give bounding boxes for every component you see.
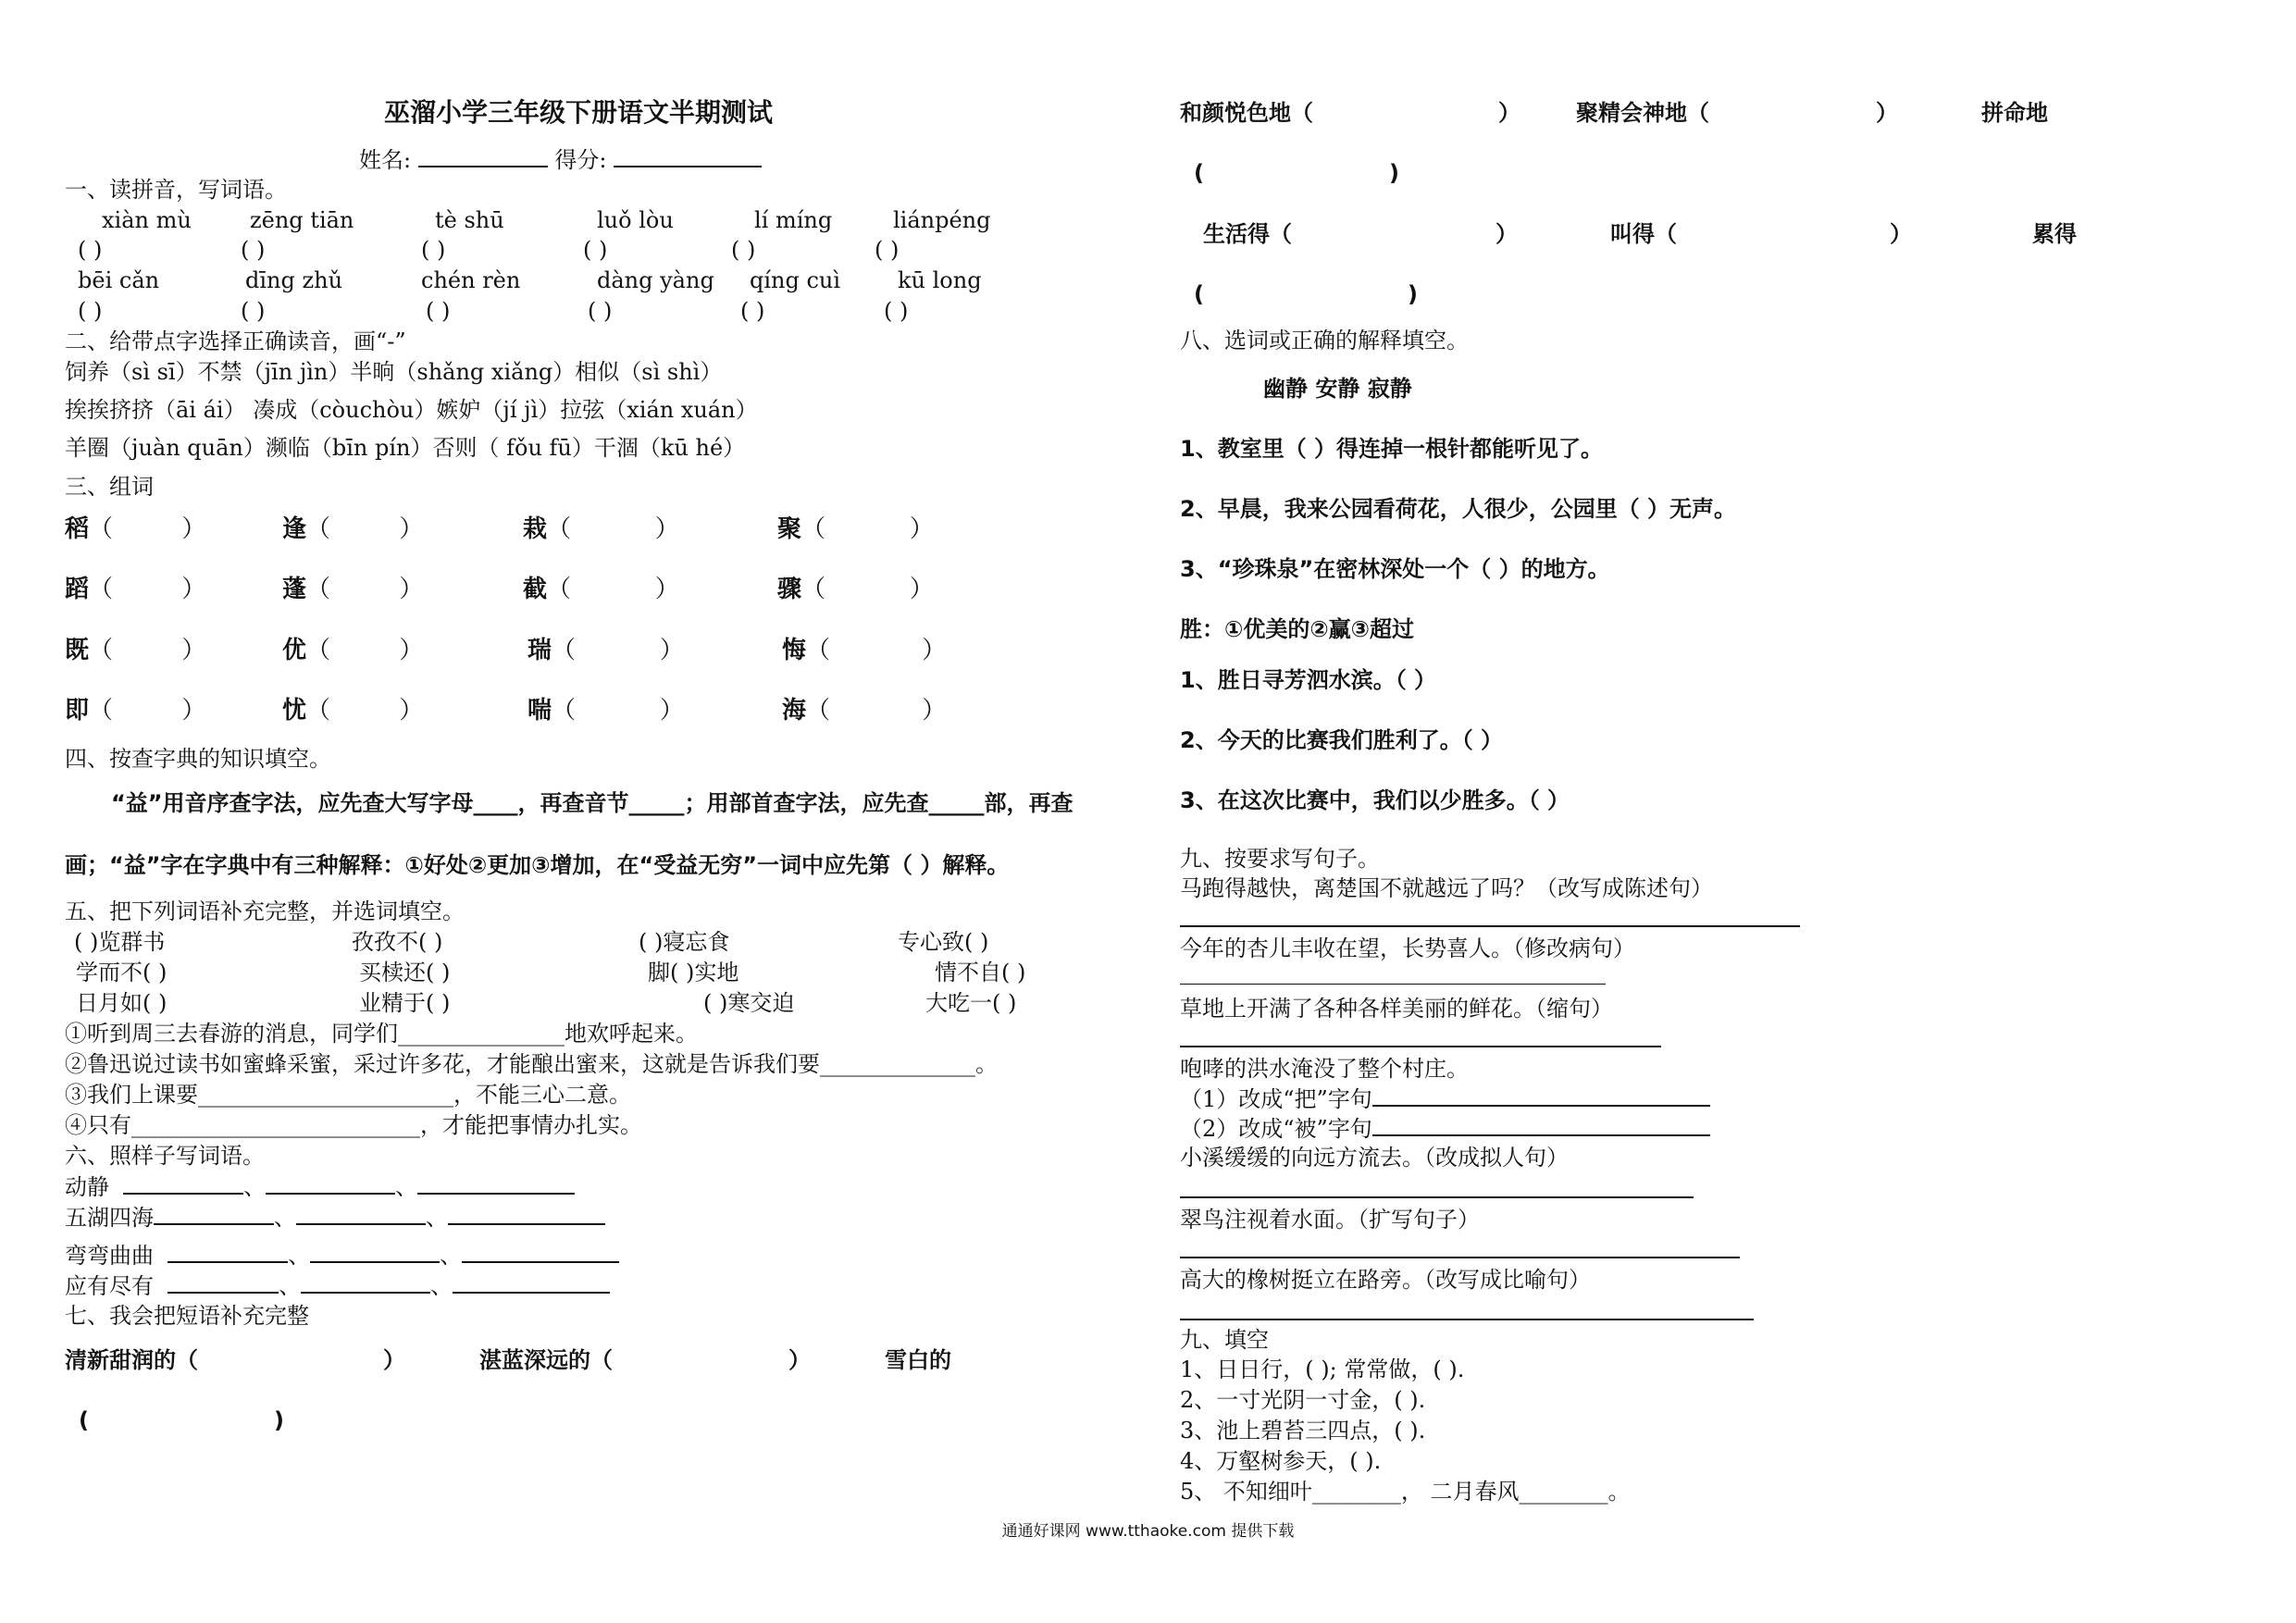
answer-blank[interactable]: ( ) [875,237,900,263]
fill-sentence: ②鲁迅说过读书如蜜蜂采蜜，采过许多花，才能酿出蜜来，这就是告诉我们要______________。 [65,1051,998,1077]
rewrite-item: （2）改成“被”字句 [1180,1114,1710,1143]
choice-question: 2、早晨，我来公园看荷花，人很少，公园里（ ）无声。 [1180,496,1737,522]
answer-blank[interactable]: ( ) [588,298,613,324]
word-pattern-row: 动静 、 、 [65,1172,575,1201]
char-item: 即（ ） [65,697,206,725]
fill-item: 5、 不知细叶________， 二月春风________。 [1180,1479,1631,1505]
char-item: 瑞（ ） [527,637,684,664]
word-pattern-row: 应有尽有 、 、 [65,1271,610,1300]
fill-sentence: ③我们上课要_______________________，不能三心二意。 [65,1082,631,1108]
char-item: 忧（ ） [282,697,424,725]
char-item: 蹈（ ） [65,576,206,603]
idiom-item[interactable]: 大吃一( ) [925,990,1017,1016]
meaning-question: 2、今天的比赛我们胜利了。（ ） [1180,727,1504,753]
choice-question: 3、“珍珠泉”在密林深处一个（ ）的地方。 [1180,556,1610,582]
idiom-item[interactable]: ( )寝忘食 [639,929,730,955]
char-item: 稻（ ） [65,515,206,543]
idiom-item[interactable]: 日月如( ) [76,990,168,1016]
answer-blank[interactable]: ( ) [241,298,266,324]
name-field[interactable] [418,145,548,167]
student-info: 姓名: 得分: [359,145,762,174]
dictionary-line-2: 画；“益”字在字典中有三种解释：①好处②更加③增加，在“受益无穷”一词中应先第（ ）解释。 [65,852,1010,878]
page-title: 巫溜小学三年级下册语文半期测试 [384,97,774,128]
answer-blank[interactable]: ( ) [421,237,446,263]
dictionary-line-1: “益”用音序查字法，应先查大写字母____，再查音节_____；用部首查字法，应先查_____部，再查 [111,790,1074,816]
pinyin: tè shū [435,207,504,233]
meaning-question: 1、胜日寻芳泗水滨。（ ） [1180,667,1437,693]
page-footer: 通通好课网 www.tthaoke.com 提供下载 [1001,1522,1295,1541]
phrase-line: 生活得（ ） 叫得（ ） 累得 [1203,221,2077,247]
rewrite-item: 小溪缓缓的向远方流去。（改成拟人句） [1180,1145,1569,1171]
char-item: 聚（ ） [777,515,934,543]
section5-heading: 五、把下列词语补充完整，并选词填空。 [65,898,465,924]
pinyin: dīng zhǔ [245,267,343,293]
char-item: 骤（ ） [777,576,934,603]
answer-line[interactable] [1180,1257,1740,1258]
section3-heading: 三、组词 [65,474,154,500]
word-pattern-row: 五湖四海 、 、 [65,1203,605,1232]
reading-line: 羊圈（juàn quān）濒临（bīn pín）否则（ fǒu fū）干涸（kū hé） [65,435,746,461]
pinyin: luǒ lòu [597,207,674,233]
answer-line[interactable] [1180,1046,1661,1047]
rewrite-item: 咆哮的洪水淹没了整个村庄。 [1180,1056,1469,1082]
phrase-line: 清新甜润的（ ） 湛蓝深远的（ ） 雪白的 [65,1347,951,1373]
answer-blank[interactable]: ( ) [78,237,103,263]
answer-blank[interactable]: ( ) [740,298,765,324]
pinyin: kū long [898,267,982,293]
pinyin: qíng cuì [750,267,841,293]
answer-line[interactable] [1180,925,1800,927]
answer-blank[interactable]: ( ) [731,237,756,263]
pinyin: zēng tiān [250,207,354,233]
char-item: 既（ ） [65,637,206,664]
idiom-item[interactable]: 脚( )实地 [648,960,739,985]
rewrite-item: 马跑得越快，离楚国不就越远了吗？（改写成陈述句） [1180,875,1713,901]
word-choices: 幽静 安静 寂静 [1263,376,1412,402]
idiom-item[interactable]: ( )寒交迫 [703,990,795,1016]
answer-blank[interactable]: ( ) [884,298,909,324]
fill-item: 3、池上碧苔三四点，( ). [1180,1418,1426,1443]
phrase-line-cont: ( ) [1194,160,1399,186]
pinyin: xiàn mù [102,207,192,233]
section9-heading: 九、按要求写句子。 [1180,846,1380,872]
char-item: 逢（ ） [282,515,424,543]
phrase-line-cont: ( ) [1194,281,1418,307]
reading-line: 挨挨挤挤（āi ái） 凑成（còuchòu）嫉妒（jí jì）拉弦（xián xuán） [65,397,758,423]
idiom-item[interactable]: 专心致( ) [898,929,989,955]
answer-line[interactable] [1180,984,1606,985]
char-item: 喘（ ） [527,697,684,725]
answer-blank[interactable]: ( ) [583,237,608,263]
fill-item: 4、万壑树参天，( ). [1180,1448,1382,1474]
section2-heading: 二、给带点字选择正确读音，画“-” [65,328,406,354]
section1-heading: 一、读拼音，写词语。 [65,177,287,203]
idiom-item[interactable]: ( )览群书 [74,929,166,955]
score-field[interactable] [614,145,762,167]
pinyin: chén rèn [421,267,521,293]
reading-line: 饲养（sì sī）不禁（jīn jìn）半晌（shǎng xiǎng）相似（sì shì） [65,359,723,385]
idiom-item[interactable]: 买椟还( ) [359,960,451,985]
char-item: 悔（ ） [782,637,947,664]
pinyin: dàng yàng [597,267,714,293]
idiom-item[interactable]: 孜孜不( ) [352,929,443,955]
answer-blank[interactable]: ( ) [241,237,266,263]
answer-blank[interactable]: ( ) [426,298,451,324]
phrase-line-cont: ( ) [79,1407,284,1433]
idiom-item[interactable]: 学而不( ) [76,960,168,985]
meaning-question: 3、在这次比赛中，我们以少胜多。（ ） [1180,787,1570,813]
pinyin: lí míng [754,207,833,233]
rewrite-item: 翠鸟注视着水面。（扩写句子） [1180,1207,1480,1233]
char-item: 栽（ ） [523,515,679,543]
fill-item: 1、日日行，( ); 常常做，( ). [1180,1357,1465,1382]
section4-heading: 四、按查字典的知识填空。 [65,746,331,772]
rewrite-item: （1）改成“把”字句 [1180,1084,1710,1113]
pinyin: bēi cǎn [78,267,160,293]
section7-heading: 七、我会把短语补充完整 [65,1303,309,1329]
answer-line[interactable] [1180,1319,1754,1320]
idiom-item[interactable]: 业精于( ) [359,990,451,1016]
fill-sentence: ④只有__________________________，才能把事情办扎实。 [65,1112,642,1138]
phrase-line: 和颜悦色地（ ） 聚精会神地（ ） 拼命地 [1180,100,2048,126]
section10-heading: 九、填空 [1180,1327,1269,1353]
answer-blank[interactable]: ( ) [78,298,103,324]
char-item: 海（ ） [782,697,947,725]
fill-sentence: ①听到周三去春游的消息，同学们_______________地欢呼起来。 [65,1021,698,1047]
section6-heading: 六、照样子写词语。 [65,1143,265,1169]
rewrite-item: 高大的橡树挺立在路旁。（改写成比喻句） [1180,1267,1591,1293]
fill-item: 2、一寸光阴一寸金，( ). [1180,1387,1426,1413]
answer-line[interactable] [1180,1196,1694,1198]
section8-heading: 八、选词或正确的解释填空。 [1180,328,1469,353]
idiom-item[interactable]: 情不自( ) [935,960,1026,985]
char-item: 截（ ） [523,576,679,603]
rewrite-item: 今年的杏儿丰收在望，长势喜人。（修改病句） [1180,935,1635,961]
pinyin: liánpéng [893,207,991,233]
char-item: 优（ ） [282,637,424,664]
char-item: 蓬（ ） [282,576,424,603]
word-pattern-row: 弯弯曲曲 、 、 [65,1241,619,1270]
sheng-meanings: 胜：①优美的②赢③超过 [1180,616,1414,642]
choice-question: 1、教室里（ ）得连掉一根针都能听见了。 [1180,436,1604,462]
rewrite-item: 草地上开满了各种各样美丽的鲜花。（缩句） [1180,996,1613,1022]
